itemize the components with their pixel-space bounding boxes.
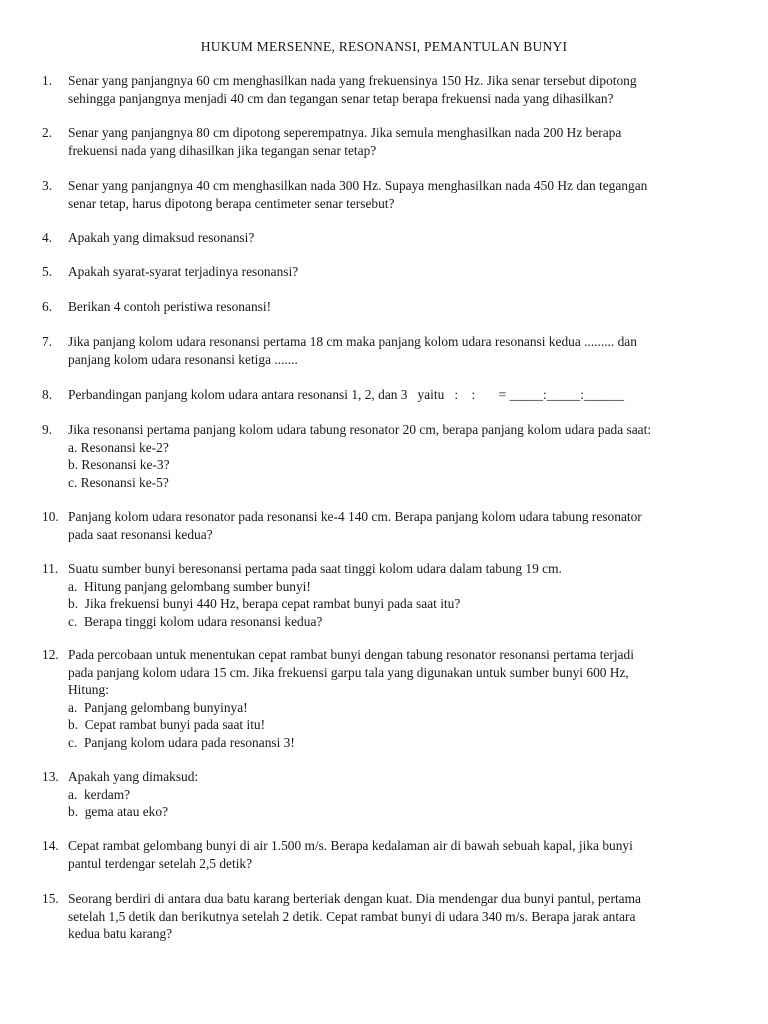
question-number: 11.: [42, 561, 59, 576]
question-text-line: Senar yang panjangnya 40 cm menghasilkan nada 300 Hz. Supaya menghasilkan nada 450 Hz dan tegangan: [68, 178, 648, 193]
question-12: [42, 646, 724, 751]
question-3: [42, 177, 724, 212]
question-number: 5.: [42, 264, 53, 279]
question-text-line: Suatu sumber bunyi beresonansi pertama pada saat tinggi kolom udara dalam tabung 19 cm.: [68, 561, 562, 576]
question-text-line: Perbandingan panjang kolom udara antara resonansi 1, 2, dan 3 yaitu : : = _____:_____:______: [68, 387, 625, 402]
question-4: [42, 229, 724, 247]
question-9: [42, 421, 724, 491]
question-number: 7.: [42, 334, 53, 349]
question-14: [42, 837, 724, 872]
question-text-line: Apakah syarat-syarat terjadinya resonansi?: [68, 264, 299, 279]
question-number: 15.: [42, 891, 59, 906]
question-text-line: pantul terdengar setelah 2,5 detik?: [68, 855, 253, 871]
question-1: [42, 72, 724, 107]
question-text-line: Pada percobaan untuk menentukan cepat rambat bunyi dengan tabung resonator resonansi pertama terjadi: [68, 647, 634, 662]
sub-question: b. gema atau eko?: [68, 804, 169, 819]
question-5: [42, 263, 724, 281]
question-number: 14.: [42, 838, 59, 853]
question-number: 12.: [42, 647, 59, 662]
question-15: [42, 890, 724, 943]
question-text-line: Cepat rambat gelombang bunyi di air 1.500 m/s. Berapa kedalaman air di bawah sebuah kapal, jika bunyi: [68, 838, 633, 853]
question-text-line: Jika resonansi pertama panjang kolom udara tabung resonator 20 cm, berapa panjang kolom udara pada saat:: [68, 422, 652, 437]
sub-question: c. Resonansi ke-5?: [68, 474, 169, 490]
sub-question: a. kerdam?: [68, 786, 131, 802]
question-8: [42, 386, 724, 404]
question-11: [42, 560, 724, 630]
sub-question: c. Berapa tinggi kolom udara resonansi kedua?: [68, 613, 323, 629]
sub-question: a. Resonansi ke-2?: [68, 439, 169, 455]
question-number: 10.: [42, 509, 59, 524]
question-number: 6.: [42, 299, 53, 314]
question-text-line: Senar yang panjangnya 60 cm menghasilkan nada yang frekuensinya 150 Hz. Jika senar tersebut dipotong: [68, 73, 637, 88]
sub-question: a. Hitung panjang gelombang sumber bunyi!: [68, 578, 311, 594]
question-number: 2.: [42, 125, 53, 140]
page-title: HUKUM MERSENNE, RESONANSI, PEMANTULAN BUNYI: [200, 39, 568, 54]
question-10: [42, 508, 724, 543]
question-text-line: Berikan 4 contoh peristiwa resonansi!: [68, 299, 272, 314]
question-text-line: Hitung:: [68, 682, 109, 697]
sub-question: b. Cepat rambat bunyi pada saat itu!: [68, 717, 266, 732]
question-text-line: Seorang berdiri di antara dua batu karang berteriak dengan kuat. Dia mendengar dua bunyi pantul, pertama: [68, 891, 641, 906]
question-number: 4.: [42, 230, 53, 245]
question-text-line: kedua batu karang?: [68, 926, 173, 941]
question-6: [42, 298, 724, 316]
sub-question: a. Panjang gelombang bunyinya!: [68, 699, 248, 715]
question-13: [42, 768, 724, 821]
question-text-line: Apakah yang dimaksud resonansi?: [68, 230, 255, 245]
sub-question: b. Resonansi ke-3?: [68, 457, 170, 472]
question-text-line: sehingga panjangnya menjadi 40 cm dan tegangan senar tetap berapa frekuensi nada yang dihasilkan?: [68, 90, 614, 106]
question-number: 1.: [42, 73, 53, 88]
question-number: 13.: [42, 769, 59, 784]
question-text-line: setelah 1,5 detik dan berikutnya setelah 2 detik. Cepat rambat bunyi di udara 340 m/s. Berapa jarak antara: [68, 908, 636, 924]
sub-question: b. Jika frekuensi bunyi 440 Hz, berapa cepat rambat bunyi pada saat itu?: [68, 596, 461, 611]
question-text-line: pada saat resonansi kedua?: [68, 526, 213, 542]
question-text-line: Jika panjang kolom udara resonansi pertama 18 cm maka panjang kolom udara resonansi kedua ......... dan: [68, 334, 637, 349]
question-text-line: Senar yang panjangnya 80 cm dipotong seperempatnya. Jika semula menghasilkan nada 200 Hz berapa: [68, 125, 622, 140]
question-text-line: frekuensi nada yang dihasilkan jika tegangan senar tetap?: [68, 142, 377, 158]
question-number: 9.: [42, 422, 53, 437]
question-text-line: senar tetap, harus dipotong berapa centimeter senar tersebut?: [68, 195, 395, 211]
question-text-line: pada panjang kolom udara 15 cm. Jika frekuensi garpu tala yang digunakan untuk sumber bunyi 600 Hz,: [68, 664, 629, 680]
sub-question: c. Panjang kolom udara pada resonansi 3!: [68, 734, 295, 750]
question-number: 3.: [42, 178, 53, 193]
question-2: [42, 124, 724, 159]
question-number: 8.: [42, 387, 53, 402]
question-text-line: panjang kolom udara resonansi ketiga .......: [68, 351, 298, 367]
question-text-line: Apakah yang dimaksud:: [68, 769, 199, 784]
question-text-line: Panjang kolom udara resonator pada resonansi ke-4 140 cm. Berapa panjang kolom udara tabung resonator: [68, 509, 642, 524]
question-7: [42, 333, 724, 368]
